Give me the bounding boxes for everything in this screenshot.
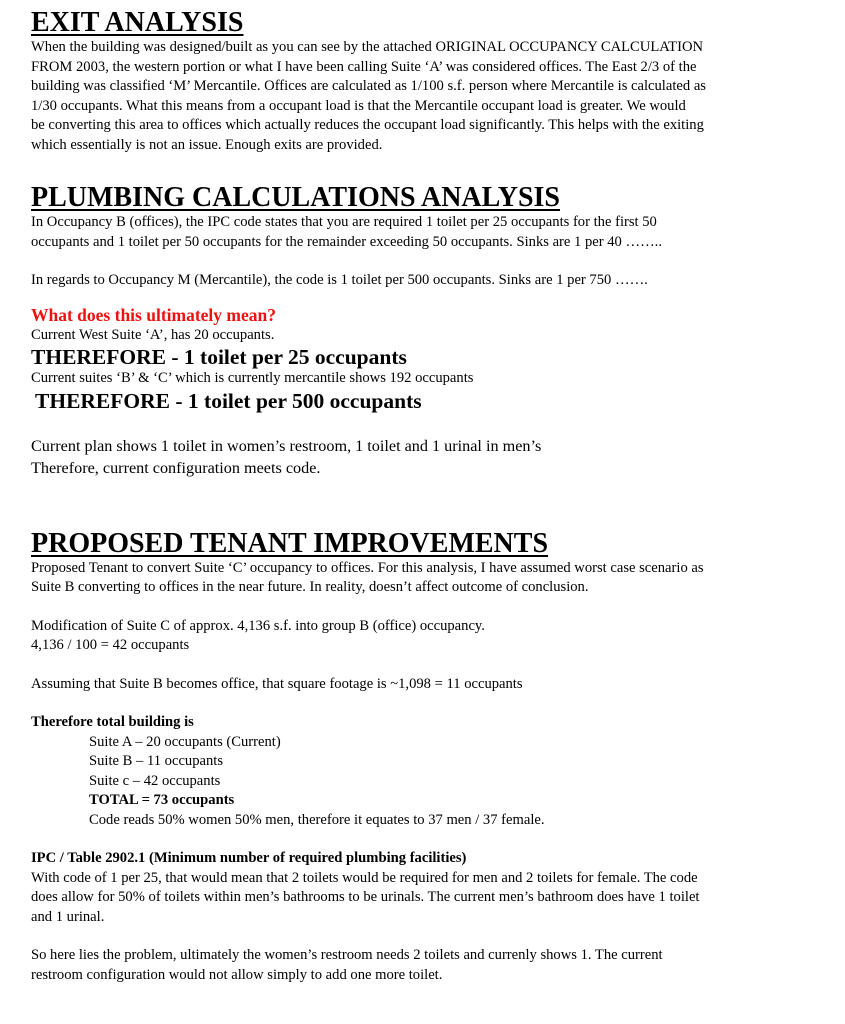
plumbing-office-line: occupants and 1 toilet per 50 occupants for the remainder exceeding 50 occupants. Sinks are 1 per 40 …….. xyxy=(31,233,662,250)
ipc-line: does allow for 50% of toilets within men’s bathrooms to be urinals. The current men’s bathroom does have 1 toilet xyxy=(31,889,700,905)
therefore-line-1: THEREFORE - 1 toilet per 25 occupants xyxy=(31,345,407,369)
document-page xyxy=(31,8,821,985)
spacer xyxy=(31,598,821,617)
spacer xyxy=(31,830,821,849)
ipc-line: With code of 1 per 25, that would mean that 2 toilets would be required for men and 2 toilets for female. The code xyxy=(31,869,698,886)
code-split-line: Code reads 50% women 50% men, therefore it equates to 37 men / 37 female. xyxy=(89,811,545,828)
proposed-intro-line: Proposed Tenant to convert Suite ‘C’ occupancy to offices. For this analysis, I have assumed worst case scenario as xyxy=(31,559,704,576)
problem-line: restroom configuration would not allow simply to add one more toilet. xyxy=(31,966,443,983)
modification-line: Modification of Suite C of approx. 4,136 s.f. into group B (office) occupancy. xyxy=(31,617,485,634)
total-building-heading: Therefore total building is xyxy=(31,714,194,730)
suite-occupancy-item: Suite B – 11 occupants xyxy=(89,753,224,769)
proposed-intro-line: Suite B converting to offices in the near future. In reality, doesn’t affect outcome of conclusion. xyxy=(31,579,589,595)
spacer xyxy=(31,927,821,946)
therefore-line-2: THEREFORE - 1 toilet per 500 occupants xyxy=(35,388,422,413)
plan-line: Current plan shows 1 toilet in women’s restroom, 1 toilet and 1 urinal in men’s xyxy=(31,436,542,455)
suites-bc-line: Current suites ‘B’ & ‘C’ which is currently mercantile shows 192 occupants xyxy=(31,370,474,386)
ipc-line: and 1 urinal. xyxy=(31,908,105,925)
plan-line: Therefore, current configuration meets code. xyxy=(31,458,321,477)
question-heading: What does this ultimately mean? xyxy=(31,304,276,325)
suite-occupancy-item: Suite c – 42 occupants xyxy=(89,772,221,789)
exit-analysis-body xyxy=(31,38,821,155)
plumbing-heading: PLUMBING CALCULATIONS ANALYSIS xyxy=(31,182,561,213)
suite-occupancy-item: Suite A – 20 occupants (Current) xyxy=(89,733,281,750)
exit-line: building was classified ‘M’ Mercantile. Offices are calculated as 1/100 s.f. person where Mercantile is calculated as xyxy=(31,78,706,94)
west-suite-line: Current West Suite ‘A’, has 20 occupants. xyxy=(31,326,275,343)
modification-line: 4,136 / 100 = 42 occupants xyxy=(31,637,190,653)
exit-line: be converting this area to offices which actually reduces the occupant load significantly. This helps with the exiting xyxy=(31,117,704,133)
problem-line: So here lies the problem, ultimately the women’s restroom needs 2 toilets and currenly shows 1. The current xyxy=(31,947,663,963)
total-occupants: TOTAL = 73 occupants xyxy=(89,792,235,808)
plumbing-mercantile-line: In regards to Occupancy M (Mercantile), the code is 1 toilet per 500 occupants. Sinks are 1 per 750 ……. xyxy=(31,272,648,288)
exit-analysis-heading: EXIT ANALYSIS xyxy=(31,7,244,38)
ipc-heading: IPC / Table 2902.1 (Minimum number of required plumbing facilities) xyxy=(31,850,467,866)
spacer xyxy=(31,656,821,675)
suite-b-line: Assuming that Suite B becomes office, that square footage is ~1,098 = 11 occupants xyxy=(31,675,523,692)
exit-line: which essentially is not an issue. Enough exits are provided. xyxy=(31,136,383,153)
exit-line: When the building was designed/built as you can see by the attached ORIGINAL OCCUPANCY CALCULATION xyxy=(31,39,704,55)
exit-line: FROM 2003, the western portion or what I have been calling Suite ‘A’ was considered offices. The East 2/3 of the xyxy=(31,58,697,75)
spacer xyxy=(31,252,821,271)
spacer xyxy=(31,694,821,713)
exit-line: 1/30 occupants. What this means from a occupant load is that the Mercantile occupant load is greater. We would xyxy=(31,97,686,114)
plumbing-office-line: In Occupancy B (offices), the IPC code states that you are required 1 toilet per 25 occupants for the first 50 xyxy=(31,214,657,230)
proposed-heading: PROPOSED TENANT IMPROVEMENTS xyxy=(31,527,549,559)
spacer xyxy=(31,413,821,435)
